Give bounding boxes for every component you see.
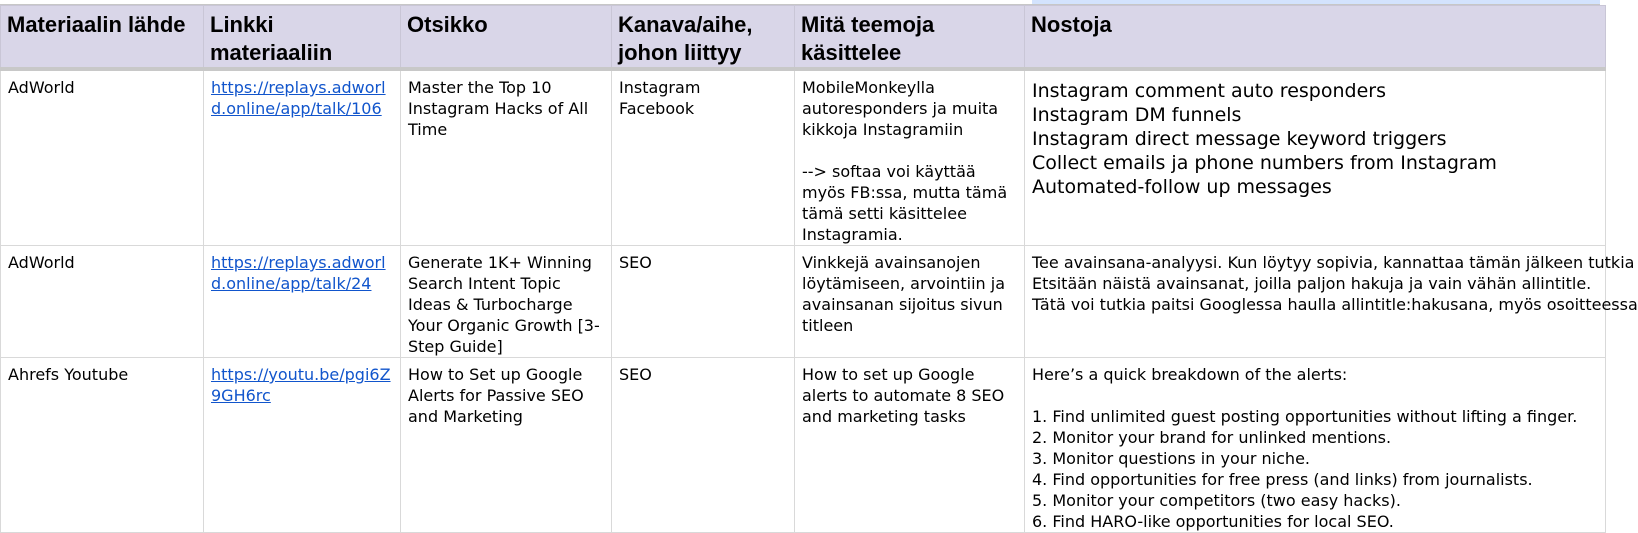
header-cell-link[interactable]: Linkki materiaaliin	[204, 6, 401, 70]
table-row	[1, 358, 1606, 533]
selected-column-indicator	[1032, 0, 1600, 4]
cell-highlights[interactable]: Tee avainsana-analyysi. Kun löytyy sopivia, kannattaa tämän jälkeen tutkia Etsitään näistä avainsanat, joilla paljon hakuja ja vain vähän allintitle. Tätä voi tutkia paitsi Googlessa haulla allintitle:hakusana, myös osoitteessa	[1025, 246, 1606, 358]
table-row	[1, 246, 1606, 358]
cell-title[interactable]: Generate 1K+ Winning Search Intent Topic Ideas & Turbocharge Your Organic Growth [3-Step Guide]	[401, 246, 612, 358]
header-cell-highlights[interactable]: Nostoja	[1025, 6, 1606, 70]
header-cell-title[interactable]: Otsikko	[401, 6, 612, 70]
header-row	[1, 6, 1606, 70]
cell-channel[interactable]: SEO	[612, 246, 795, 358]
cell-link[interactable]	[204, 358, 401, 533]
material-link[interactable]: https://replays.adworld.online/app/talk/106	[211, 78, 386, 118]
cell-source[interactable]: AdWorld	[1, 246, 204, 358]
cell-themes[interactable]: Vinkkejä avainsanojen löytämiseen, arvointiin ja avainsanan sijoitus sivun titleen	[795, 246, 1025, 358]
cell-source[interactable]: Ahrefs Youtube	[1, 358, 204, 533]
header-cell-source[interactable]: Materiaalin lähde	[1, 6, 204, 70]
table-row	[1, 69, 1606, 246]
material-link[interactable]: https://replays.adworld.online/app/talk/24	[211, 253, 386, 293]
cell-themes[interactable]: MobileMonkeylla autoresponders ja muita kikkoja Instagramiin --> softaa voi käyttää myös FB:ssa, mutta tämä tämä setti käsittelee Instagramia.	[795, 69, 1025, 246]
material-link[interactable]: https://youtu.be/pgi6Z9GH6rc	[211, 365, 391, 405]
cell-title[interactable]: Master the Top 10 Instagram Hacks of All Time	[401, 69, 612, 246]
header-cell-themes[interactable]: Mitä teemoja käsittelee	[795, 6, 1025, 70]
cell-highlights[interactable]: Here’s a quick breakdown of the alerts: 1. Find unlimited guest posting opportunities without lifting a finger. 2. Monitor your brand for unlinked mentions. 3. Monitor questions in your niche. 4. Find opportunities for free press (and links) from journalists. 5. Monitor your competitors (two easy hacks). 6. Find HARO-like opportunities for local SEO.	[1025, 358, 1606, 533]
cell-source[interactable]: AdWorld	[1, 69, 204, 246]
cell-title[interactable]: How to Set up Google Alerts for Passive SEO and Marketing	[401, 358, 612, 533]
cell-themes[interactable]: How to set up Google alerts to automate 8 SEO and marketing tasks	[795, 358, 1025, 533]
header-cell-channel[interactable]: Kanava/aihe, johon liittyy	[612, 6, 795, 70]
cell-channel[interactable]: Instagram Facebook	[612, 69, 795, 246]
cell-link[interactable]	[204, 246, 401, 358]
cell-highlights[interactable]: Instagram comment auto responders Instagram DM funnels Instagram direct message keyword triggers Collect emails ja phone numbers from Instagram Automated-follow up messages	[1025, 69, 1606, 246]
cell-link[interactable]	[204, 69, 401, 246]
data-table	[0, 5, 1638, 533]
cell-channel[interactable]: SEO	[612, 358, 795, 533]
